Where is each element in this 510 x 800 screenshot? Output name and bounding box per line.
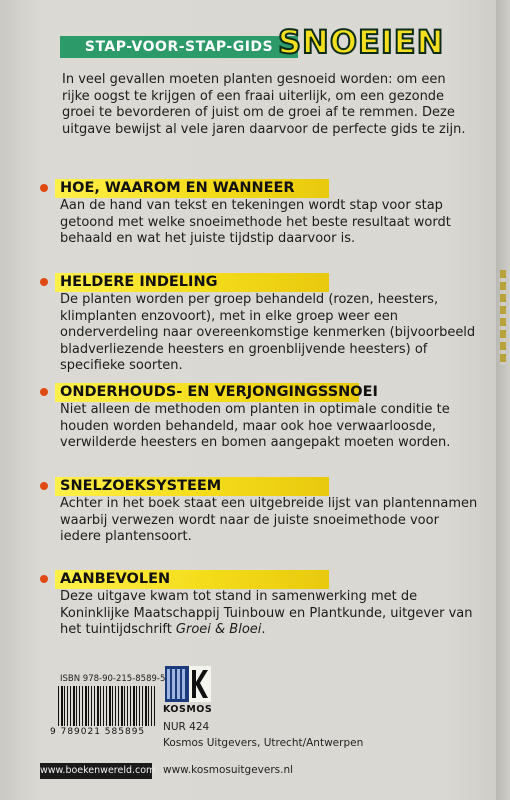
section-body-4: Achter in het boek staat een uitgebreide lijst van plantennamen waarbij verwezen wordt naar de juiste snoeimethode voor iedere plantensoort. — [60, 496, 478, 544]
publisher-address: Kosmos Uitgevers, Utrecht/Antwerpen — [163, 737, 364, 749]
section-title-1: HOE, WAAROM EN WANNEER — [60, 180, 295, 196]
magazine-title: Groei & Bloei — [175, 622, 262, 637]
book-spine — [496, 0, 510, 800]
section-title-4: SNELZOEKSYSTEEM — [60, 478, 222, 494]
series-label: STAP-VOOR-STAP-GIDS — [60, 36, 298, 58]
spine-title-mark — [500, 270, 506, 365]
bullet-icon — [40, 278, 48, 286]
section-title-5: AANBEVOLEN — [60, 571, 171, 587]
section-body-3: Niet alleen de methoden om planten in optimale conditie te houden worden behandeld, maar ook hoe verwaarloosde, verwilderde heesters en bomen aangepakt moeten worden. — [60, 402, 451, 450]
section-body-5 — [60, 589, 480, 639]
isbn: ISBN 978-90-215-8589-5 — [60, 674, 166, 684]
kosmos-logo-icon — [165, 666, 211, 702]
section-title-2: HELDERE INDELING — [60, 274, 218, 290]
publisher-logo-name: KOSMOS — [163, 704, 213, 715]
bullet-icon — [40, 184, 48, 192]
section-body-5-text: Deze uitgave kwam tot stand in samenwerking met de Koninklijke Maatschappij Tuinbouw en Plantkunde, uitgever van het tuintijdschrift — [60, 589, 473, 637]
bullet-icon — [40, 388, 48, 396]
barcode-icon — [58, 686, 156, 726]
section-title-3: ONDERHOUDS- EN VERJONGINGSSNOEI — [60, 384, 378, 400]
nur-code: NUR 424 — [163, 721, 210, 733]
bullet-icon — [40, 482, 48, 490]
publisher-website: www.kosmosuitgevers.nl — [163, 764, 294, 776]
section-body-1: Aan de hand van tekst en tekeningen wordt stap voor stap getoond met welke snoeimethode het beste resultaat wordt behaald en wat het juiste tijdstip daarvoor is. — [60, 198, 451, 246]
section-body-2: De planten worden per groep behandeld (rozen, heesters, klimplanten enzovoort), met in elke groep weer een onderverdeling naar overeenkomstige kenmerken (bijvoorbeeld bladverliezende heesters en groenblijvende heesters) of specifieke soorten. — [60, 292, 476, 373]
barcode-number: 9 789021 585895 — [50, 727, 146, 737]
bookstore-url-badge: www.boekenwereld.com — [40, 763, 152, 779]
book-title: SNOEIEN — [278, 23, 445, 61]
bullet-icon — [40, 575, 48, 583]
section-body-5-end: . — [261, 622, 266, 637]
intro-text: In veel gevallen moeten planten gesnoeid worden: om een rijke oogst te krijgen of een fraai uiterlijk, om een gezonde groei te bevorderen of juist om de groei af te remmen. Deze uitgave bewijst al vele jaren daarvoor de perfecte gids te zijn. — [62, 72, 466, 137]
